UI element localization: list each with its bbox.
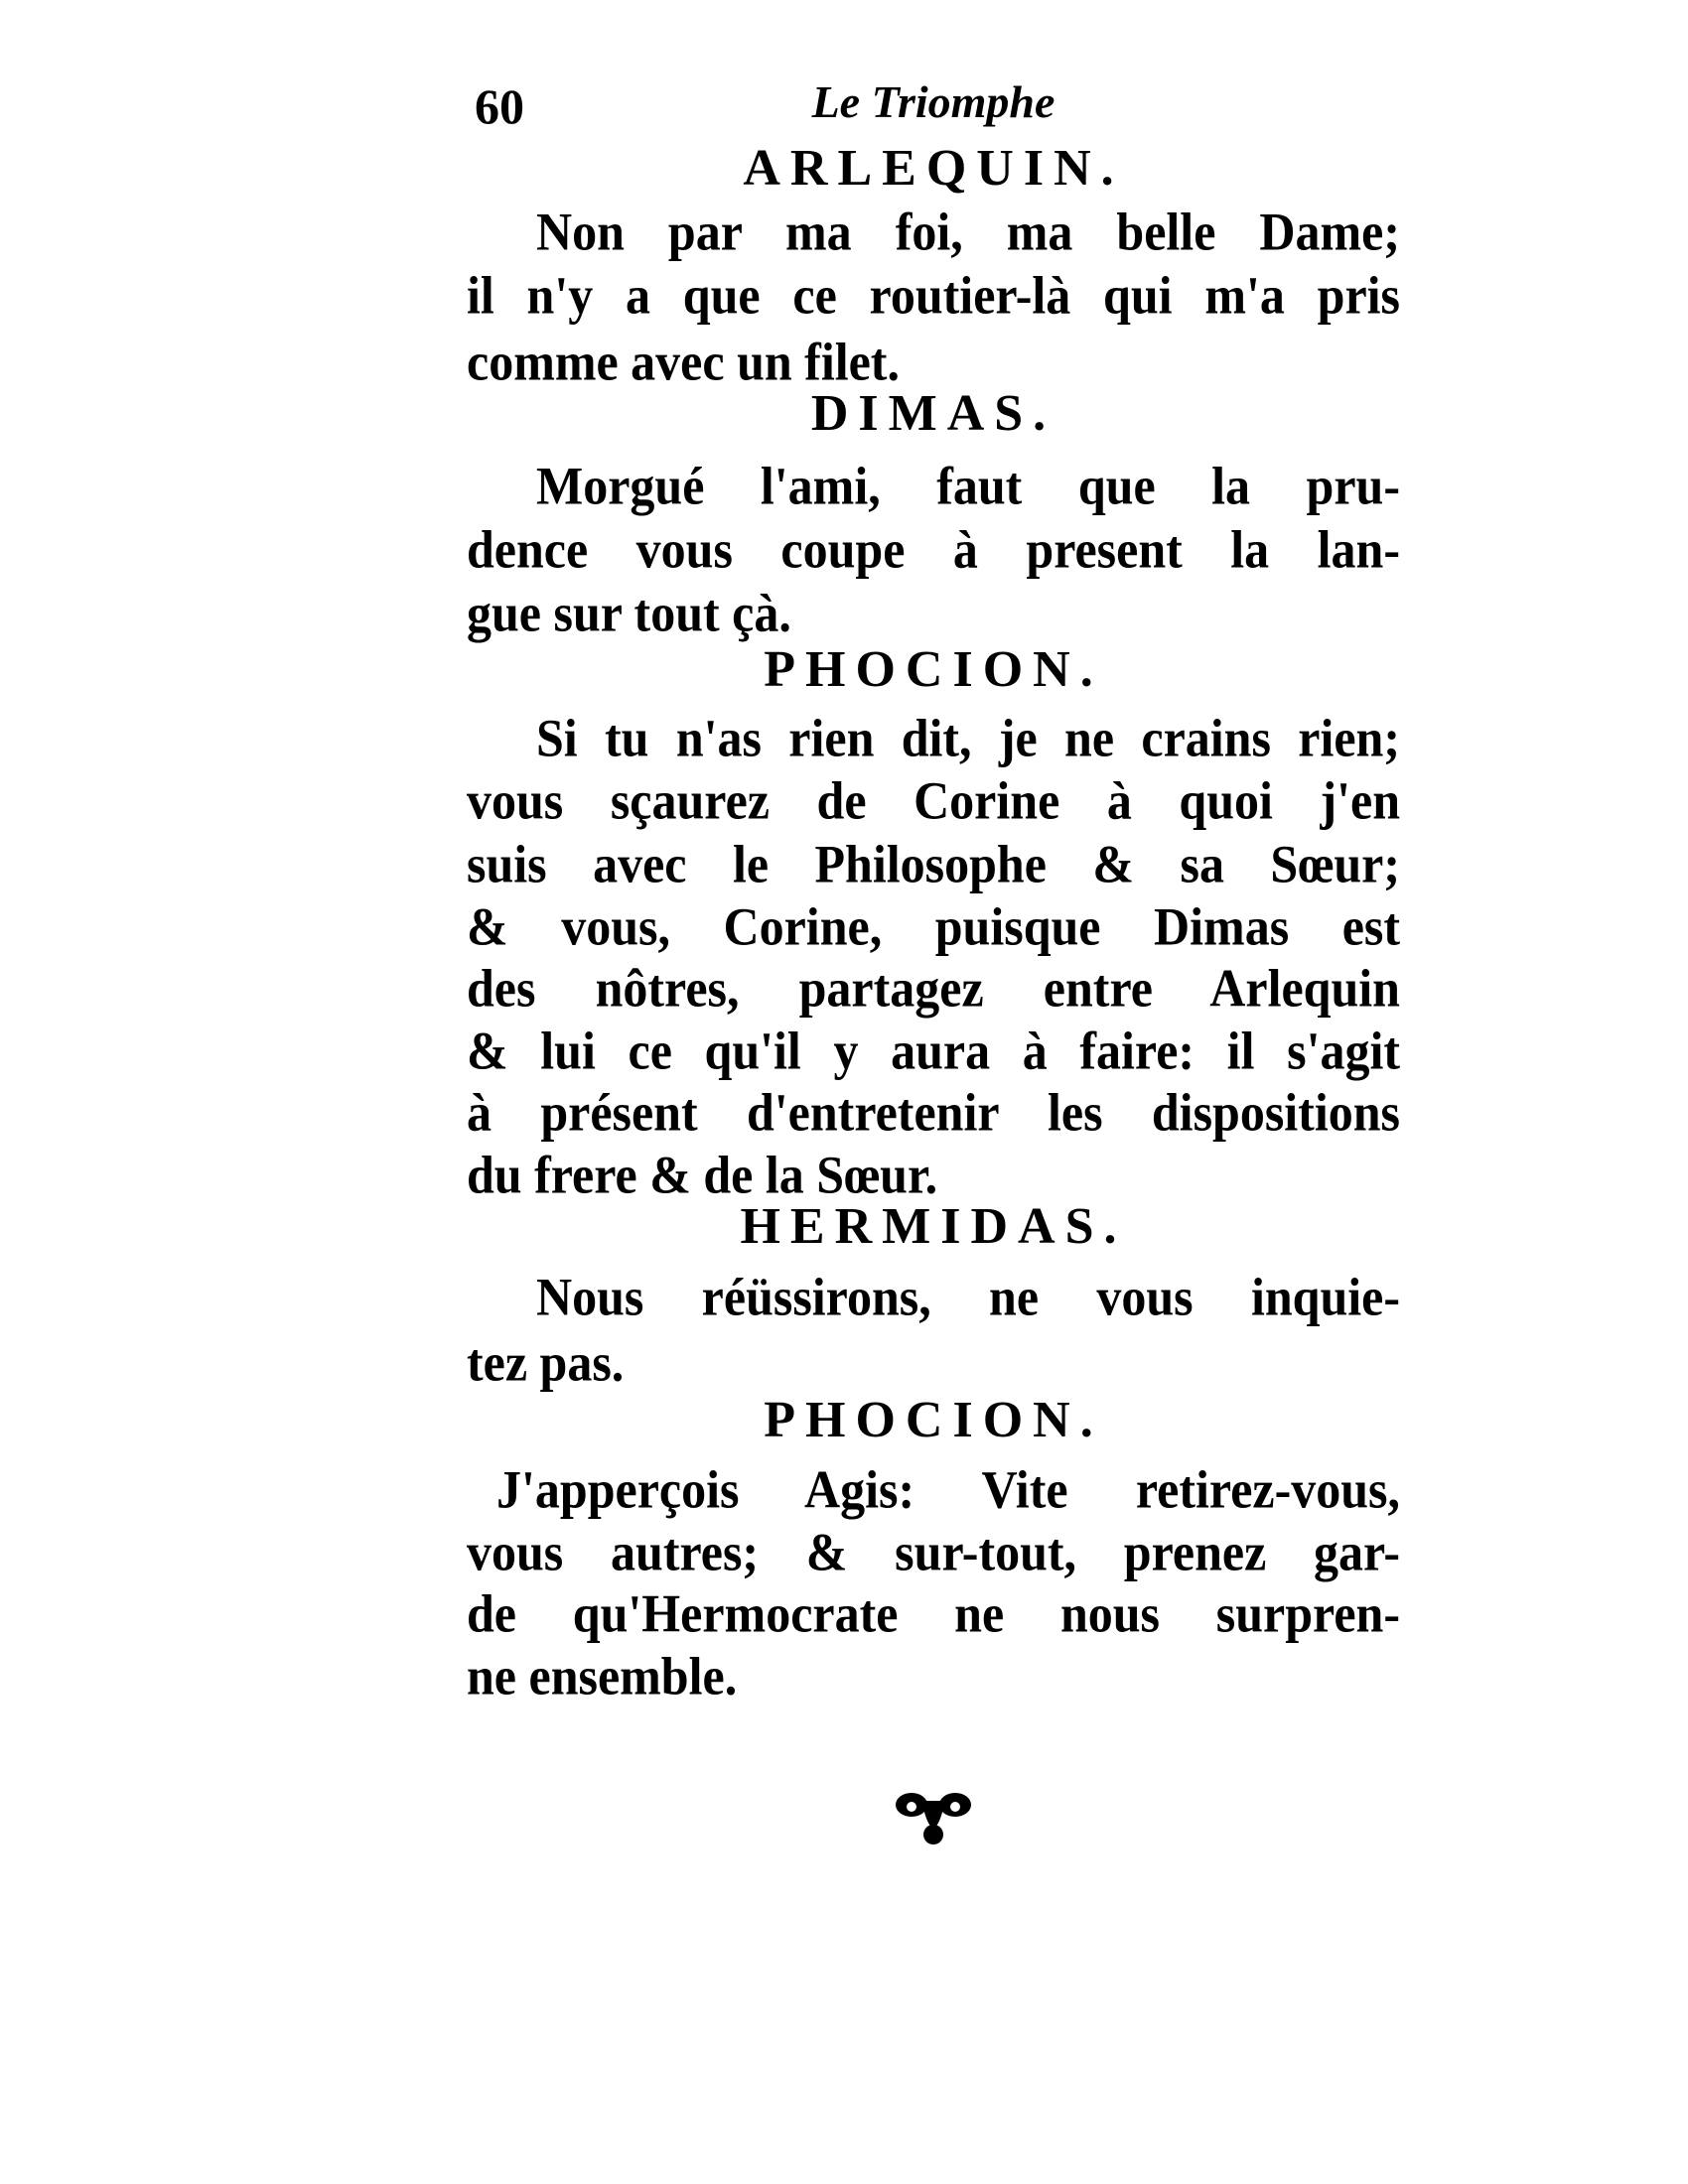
text-line: du frere & de la Sœur. bbox=[467, 1144, 938, 1205]
speaker-name: HERMIDAS. bbox=[740, 1198, 1127, 1255]
text-line: & lui ce qu'il y aura à faire: il s'agit bbox=[467, 1020, 1400, 1081]
text-line: Morgué l'ami, faut que la pru- bbox=[536, 455, 1400, 516]
text-line: il n'y a que ce routier-là qui m'a pris bbox=[467, 264, 1400, 326]
text-line: comme avec un filet. bbox=[467, 331, 900, 392]
text-line: Nous réüssirons, ne vous inquie- bbox=[536, 1266, 1400, 1327]
text-line: suis avec le Philosophe & sa Sœur; bbox=[467, 833, 1400, 894]
ornament-fleuron-icon bbox=[894, 1787, 973, 1846]
text-line: de qu'Hermocrate ne nous surpren- bbox=[467, 1582, 1400, 1644]
text-line: Si tu n'as rien dit, je ne crains rien; bbox=[536, 707, 1400, 768]
text-line: vous autres; & sur-tout, prenez gar- bbox=[467, 1521, 1400, 1582]
page-number: 60 bbox=[475, 78, 524, 134]
text-line: vous sçaurez de Corine à quoi j'en bbox=[467, 769, 1400, 831]
text-line: ne ensemble. bbox=[467, 1645, 738, 1706]
text-line: J'apperçois Agis: Vite retirez-vous, bbox=[496, 1458, 1400, 1520]
text-line: des nôtres, partagez entre Arlequin bbox=[467, 957, 1400, 1019]
speaker-name: ARLEQUIN. bbox=[743, 140, 1124, 197]
text-line: tez pas. bbox=[467, 1331, 625, 1393]
text-line: gue sur tout çà. bbox=[467, 582, 791, 643]
speaker-name: DIMAS. bbox=[810, 385, 1056, 442]
text-line: Non par ma foi, ma belle Dame; bbox=[536, 201, 1400, 262]
speaker-name: PHOCION. bbox=[764, 641, 1103, 698]
text-line: dence vous coupe à present la lan- bbox=[467, 518, 1400, 580]
text-line: à présent d'entretenir les dispositions bbox=[467, 1081, 1400, 1143]
speaker-name: PHOCION. bbox=[764, 1392, 1103, 1448]
running-title: Le Triomphe bbox=[811, 76, 1055, 127]
text-line: & vous, Corine, puisque Dimas est bbox=[467, 895, 1400, 957]
